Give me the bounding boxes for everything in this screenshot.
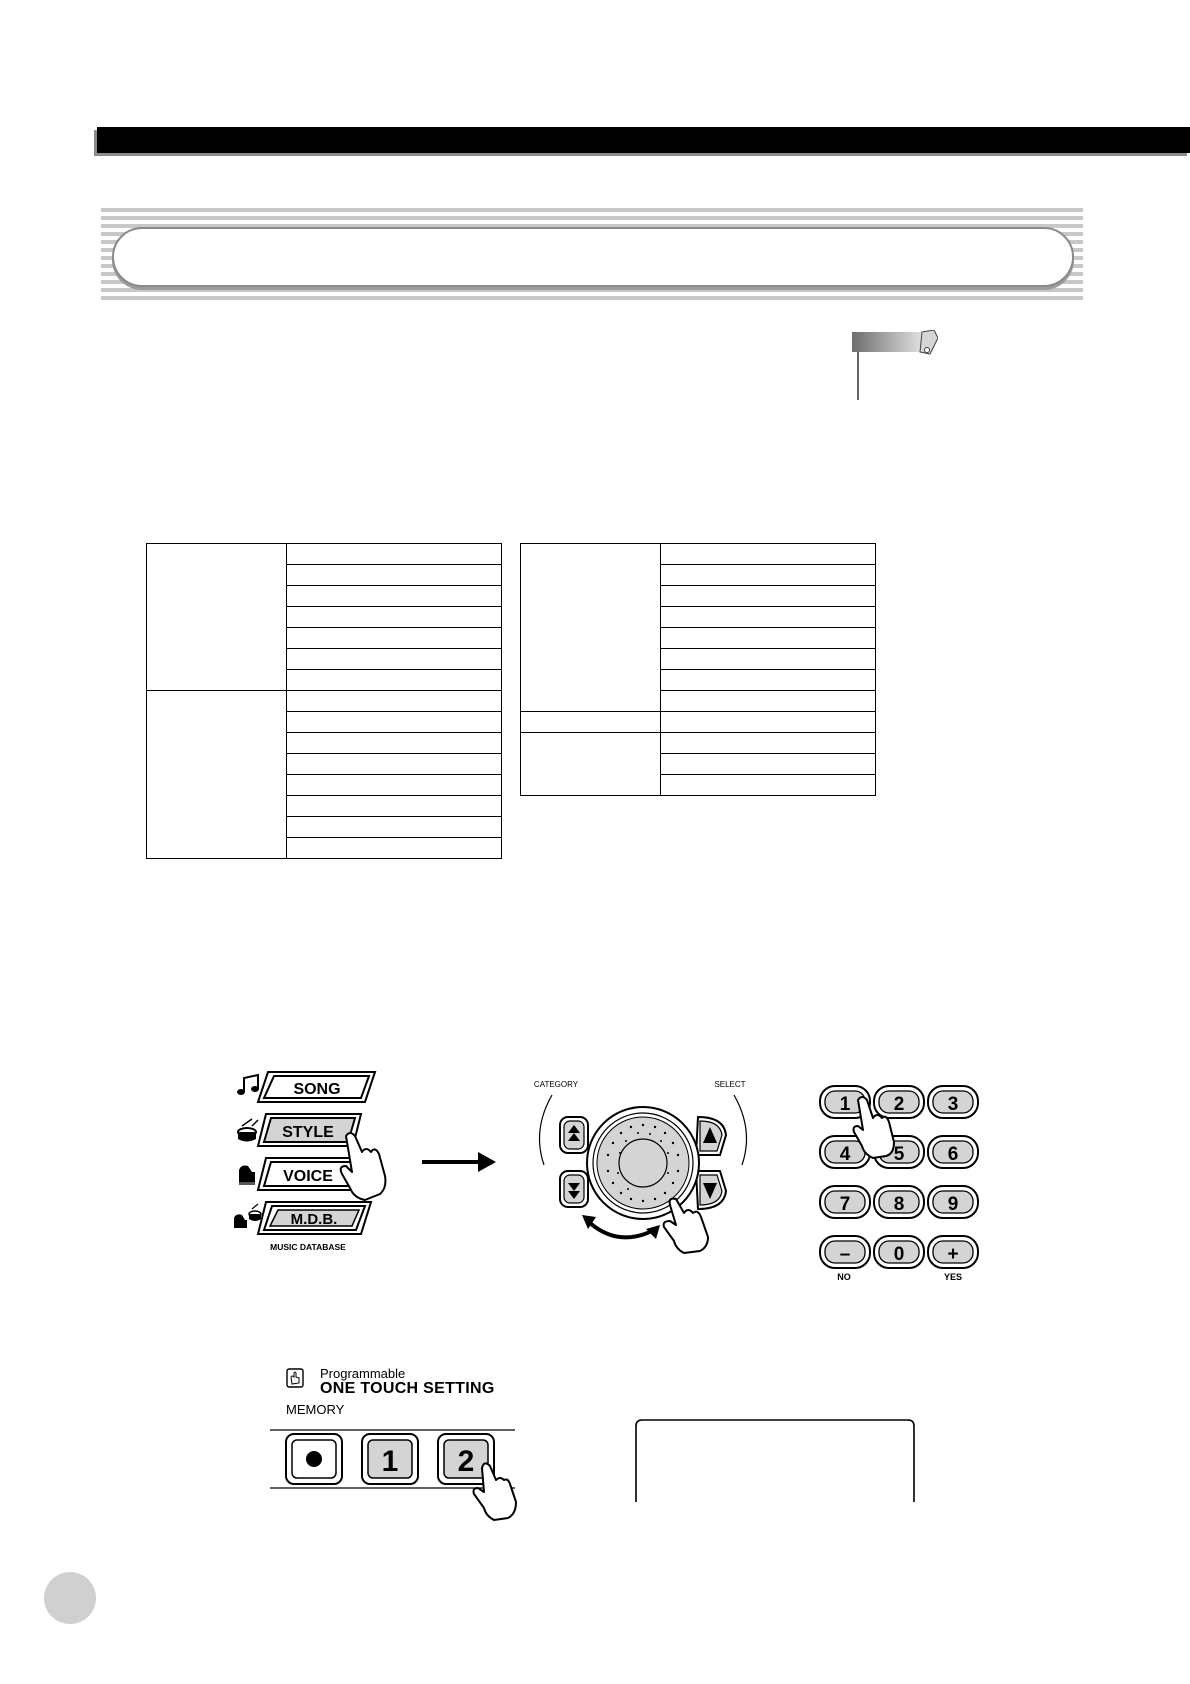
table-cell — [661, 586, 876, 607]
mdb-button[interactable] — [258, 1202, 371, 1234]
voice-button-label: VOICE — [283, 1168, 333, 1185]
table-cell — [287, 607, 502, 628]
page-number-circle — [44, 1572, 96, 1624]
style-button-label: STYLE — [282, 1124, 334, 1141]
song-button-label: SONG — [293, 1081, 341, 1098]
note-tag-icon — [852, 330, 938, 400]
table-group-cell — [521, 733, 661, 796]
mdb-piano-drum-icon — [234, 1204, 261, 1228]
numpad-key-label: 1 — [839, 1094, 851, 1115]
ots-small-title: Programmable — [320, 1366, 406, 1381]
style-button[interactable] — [258, 1114, 361, 1146]
numpad-key-label: 0 — [893, 1244, 905, 1265]
ots-button-1-label: 1 — [381, 1445, 399, 1478]
table-group-cell — [521, 544, 661, 712]
numpad-key-label: 7 — [839, 1194, 851, 1215]
select-down-button[interactable] — [696, 1171, 726, 1209]
right-arrow-icon — [420, 1150, 498, 1174]
numpad-key-2[interactable] — [874, 1086, 924, 1118]
table-cell — [287, 712, 502, 733]
table-cell — [287, 691, 502, 712]
select-label: SELECT — [714, 1080, 746, 1089]
numpad-key-label: 9 — [947, 1194, 959, 1215]
table-cell — [287, 733, 502, 754]
ots-buttons-panel — [270, 1424, 530, 1526]
record-dot-icon — [306, 1451, 322, 1467]
memory-record-button[interactable] — [286, 1434, 342, 1484]
ots-title: ONE TOUCH SETTING — [320, 1380, 495, 1397]
table-cell — [287, 838, 502, 859]
numpad-key-label: 6 — [947, 1144, 959, 1165]
numpad-key-8[interactable] — [874, 1186, 924, 1218]
table-cell — [287, 817, 502, 838]
mode-buttons-panel — [230, 1066, 405, 1258]
music-database-caption: MUSIC DATABASE — [270, 1242, 346, 1252]
category-table-right — [520, 543, 876, 796]
table-cell — [661, 670, 876, 691]
category-up-button[interactable] — [560, 1117, 588, 1153]
table-cell — [661, 775, 876, 796]
mdb-button-label: M.D.B. — [290, 1211, 338, 1228]
numpad-key-9[interactable] — [928, 1186, 978, 1218]
table-cell — [661, 607, 876, 628]
style-drum-icon — [238, 1119, 258, 1142]
category-label: CATEGORY — [533, 1080, 579, 1089]
table-cell — [287, 649, 502, 670]
dial-panel — [530, 1075, 760, 1255]
select-up-button[interactable] — [696, 1117, 726, 1155]
table-cell — [287, 754, 502, 775]
numpad-key-label: 3 — [947, 1094, 959, 1115]
category-table-left — [146, 543, 502, 859]
table-cell — [287, 565, 502, 586]
table-cell — [661, 733, 876, 754]
chapter-title-bar — [97, 127, 1190, 153]
table-cell — [661, 691, 876, 712]
lcd-display — [634, 1418, 916, 1504]
data-dial[interactable] — [587, 1107, 699, 1219]
table-cell — [661, 649, 876, 670]
numpad-key-label: 5 — [893, 1144, 905, 1165]
table-group-cell — [147, 544, 287, 691]
table-cell — [287, 796, 502, 817]
table-cell — [661, 565, 876, 586]
table-cell — [661, 628, 876, 649]
category-down-button[interactable] — [560, 1171, 588, 1207]
table-group-cell — [147, 691, 287, 859]
hand-box-icon — [286, 1368, 304, 1388]
numpad-key-minus[interactable] — [820, 1236, 870, 1268]
no-label: NO — [837, 1272, 851, 1282]
numpad-key-6[interactable] — [928, 1136, 978, 1168]
numpad-key-3[interactable] — [928, 1086, 978, 1118]
numpad-key-label: 4 — [839, 1144, 851, 1165]
table-group-cell — [521, 712, 661, 733]
table-cell — [287, 628, 502, 649]
section-heading — [101, 208, 1083, 300]
table-cell — [287, 544, 502, 565]
table-cell — [661, 754, 876, 775]
number-keypad — [818, 1082, 980, 1288]
song-note-icon — [237, 1075, 259, 1095]
table-cell — [287, 586, 502, 607]
memory-label: MEMORY — [286, 1402, 345, 1417]
numpad-key-7[interactable] — [820, 1186, 870, 1218]
numpad-key-label: 8 — [893, 1194, 905, 1215]
ots-button-1[interactable] — [362, 1434, 418, 1484]
section-heading-pill — [112, 227, 1074, 287]
numpad-key-label: + — [947, 1244, 959, 1265]
numpad-key-0[interactable] — [874, 1236, 924, 1268]
numpad-key-label: 2 — [893, 1094, 905, 1115]
table-cell — [661, 544, 876, 565]
yes-label: YES — [943, 1272, 963, 1282]
ots-button-2-label: 2 — [457, 1445, 475, 1478]
table-cell — [287, 775, 502, 796]
table-cell — [661, 712, 876, 733]
table-cell — [287, 670, 502, 691]
voice-piano-icon — [239, 1166, 255, 1186]
song-button[interactable] — [258, 1072, 375, 1102]
numpad-key-label: – — [839, 1244, 851, 1265]
numpad-key-plus[interactable] — [928, 1236, 978, 1268]
